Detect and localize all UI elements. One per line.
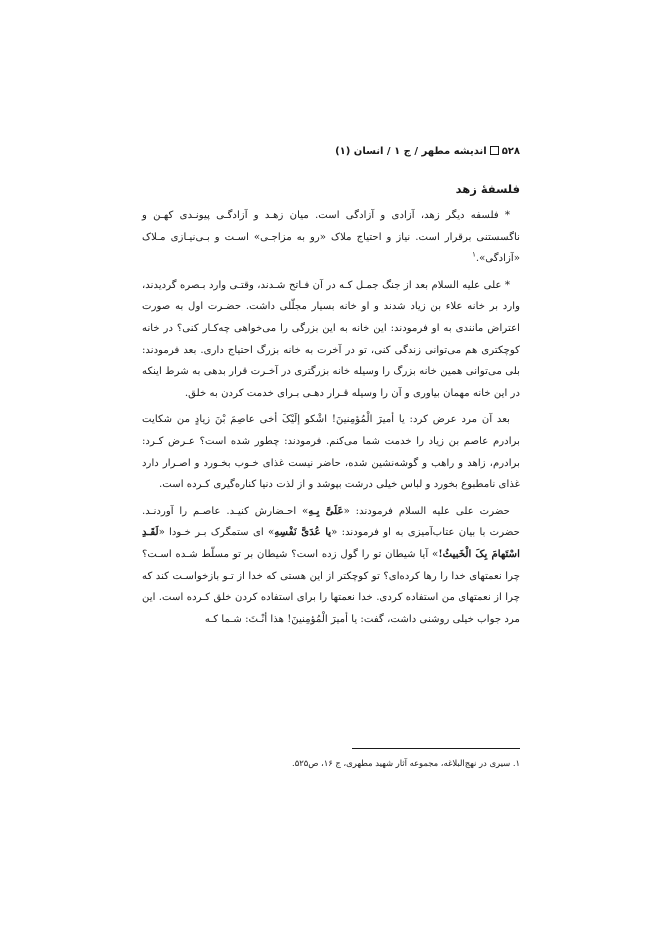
footnote-divider [352, 748, 520, 749]
page-number: ۵۲۸ [501, 146, 520, 157]
footnote-mark: ۱ [472, 250, 476, 259]
paragraph-text: حضرت علی علیه السلام فرمودند: « [343, 505, 510, 517]
paragraph-text: » ای ستمگرک بـر خـودا « [158, 527, 275, 539]
paragraph-text: » آیا شیطان تو را گول زده است؟ شیطان بر تو مسلّط شـده اسـت؟ چرا نعمتهای خدا را رها کرده‌ای؟ تو کوچکتر از این هستی که خدا از تـو بازخواسـت کند که چرا از نعمتهای من استفاده کردی. خدا نعمتها را برای استفاده کردن خلق کـرده است. این مرد جواب خیلی روشنی داشت، گفت: یا أمیرَ الْمُؤمِنینَ! هذا أنْـتَ: شـما کـه [142, 548, 520, 625]
paragraph-text: » احـضارش کنیـد. عاصـم را آوردنـد. حضرت با بیان عتاب‌آمیزی به او فرمودند: « [142, 505, 520, 539]
square-icon [490, 146, 499, 155]
paragraph-text: بعد آن مرد عرض کرد: یا أمیرَ الْمُؤمِنینَ! اشْکو إلَیْکَ أخی عاصِمَ بْنَ زیادٍ من شکایت برادرم عاصم بن زیاد را خدمت شما می‌کنم. فرمودند: چطور شده است؟ عـرض کـرد: برادرم، زاهد و راهب و گوشه‌نشین شده، حاضر نیست غذای خـوب بخـورد و اصـرار دارد غذای نامطبوع بخورد و لباس خیلی درشت بپوشد و از لذت دنیا کناره‌گیری کـرده است. [142, 414, 520, 491]
paragraph-ali-basra [142, 275, 520, 405]
footnote: ۱. سیری در نهج‌البلاغه، مجموعه آثار شهید مطهری، ج ۱۶، ص۵۲۵. [292, 758, 520, 768]
book-page [142, 0, 520, 935]
arabic-quote: یا عُدَیَّ نَفْسِهِ [274, 526, 332, 539]
section-title: فلسفهٔ زهد [455, 182, 520, 196]
paragraph-text: * علی علیه السلام بعد از جنگ جمـل کـه در آن فـاتح شـدند، وقتـی وارد بـصره گردیدند، وارد بر خانه علاء بن زیاد شدند و او خانه بسیار مجلّلی داشت. حضـرت اول به صورت اعتراض مانندی به او فرمودند: این خانه به این بزرگی را می‌خواهی چه‌کـار کنی؟ در خانه کوچکتری هم می‌توانی زندگی کنی، تو در آخرت به خانه بزرگ احتیاج داری. بعد فرمودند: بلی می‌توانی همین خانه بزرگ را وسیله خانه بزرگتری در آخـرت قرار بدهی به شرط اینکه در این خانه مهمان بیاوری و آن را وسیله قـرار دهـی بـرای خدمت کردن به خلق. [142, 279, 520, 399]
body-text [142, 205, 520, 635]
running-header [142, 145, 520, 159]
arabic-quote: عَلَیَّ بِـهِ [308, 504, 344, 517]
arabic-quote: لَقَـدِ اسْتَهامَ بِکَ الْخَبیثُ! [142, 526, 521, 560]
paragraph-complaint [142, 409, 520, 495]
paragraph-freedom [142, 205, 520, 270]
book-title: اندیشه مطهر / ج ۱ / انسان (۱) [335, 146, 487, 157]
paragraph-asim [142, 501, 520, 631]
paragraph-text: * فلسفه دیگر زهد، آزادی و آزادگی است. میان زهـد و آزادگـی پیونـدی کهـن و ناگسستنی برقرار است. نیاز و احتیاج ملاک «رو به مزاجـی» اسـت و بـی‌نیـازی مـلاک «آزادگی». [142, 210, 520, 265]
